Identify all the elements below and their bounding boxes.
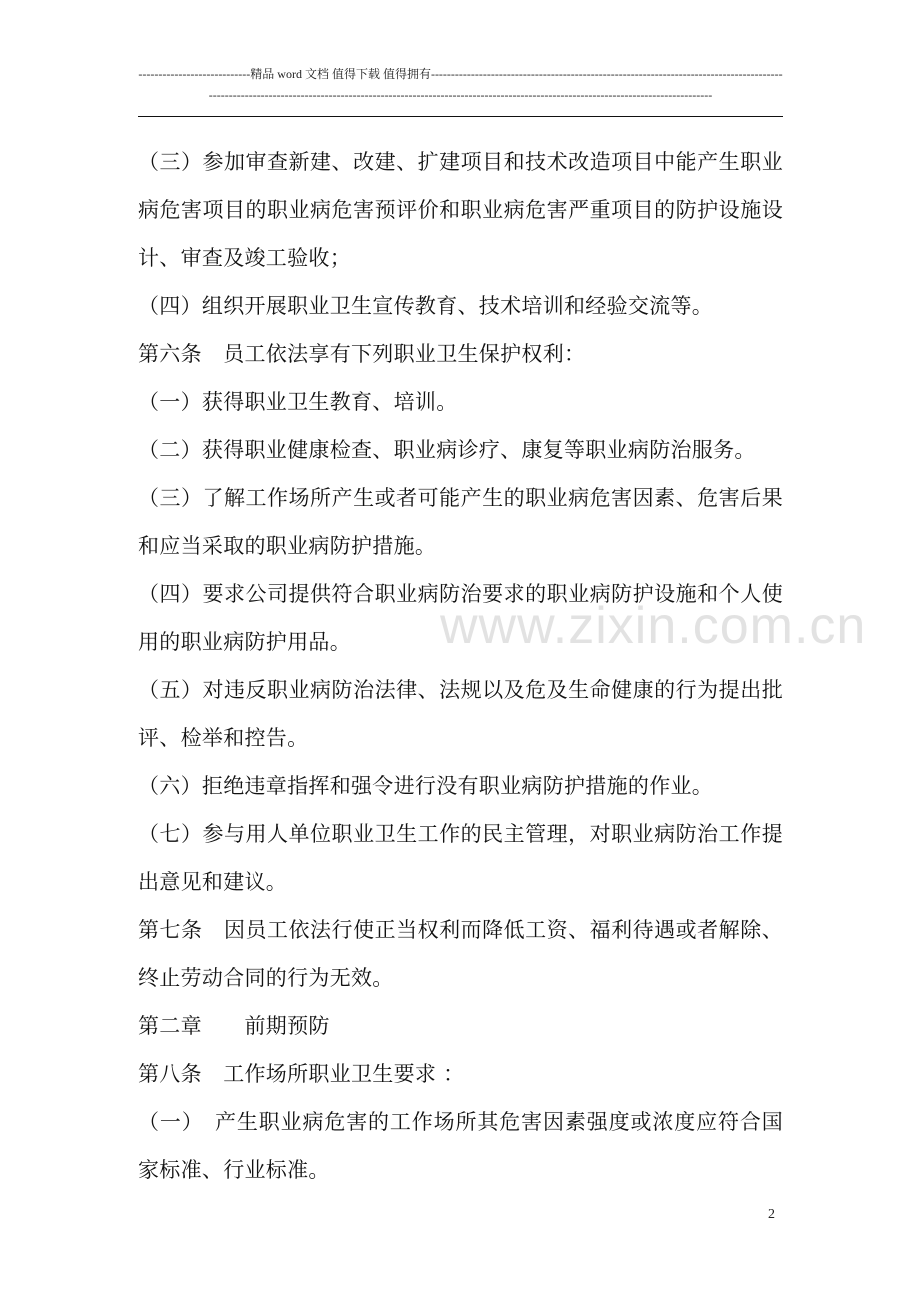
paragraph: （一）获得职业卫生教育、培训。: [138, 390, 458, 414]
page-header: ----------------------------精品 word 文档 值得下载 值得拥有----------------------------------------------------------------------------------------------------------------------------------------------------------------------------------------------------------------------: [138, 67, 783, 102]
chapter-heading: 第二章 前期预防: [138, 1014, 330, 1038]
paragraph: （四）要求公司提供符合职业病防治要求的职业病防护设施和个人使用的职业病防护用品。: [138, 582, 783, 654]
page-number: 2: [768, 1207, 775, 1222]
paragraph: （五）对违反职业病防治法律、法规以及危及生命健康的行为提出批评、检举和控告。: [138, 678, 783, 750]
article-heading: 第七条 因员工依法行使正当权利而降低工资、福利待遇或者解除、终止劳动合同的行为无效。: [138, 918, 783, 990]
article-heading: 第六条 员工依法享有下列职业卫生保护权利：: [138, 342, 586, 366]
watermark: www.zixin.com.cn: [440, 597, 867, 655]
paragraph: （二）获得职业健康检查、职业病诊疗、康复等职业病防治服务。: [138, 438, 756, 462]
document-body: [138, 138, 783, 1194]
article-heading: 第八条 工作场所职业卫生要求 ：: [138, 1062, 465, 1086]
paragraph: （一） 产生职业病危害的工作场所其危害因素强度或浓度应符合国家标准、行业标准。: [138, 1110, 783, 1182]
paragraph: （三）了解工作场所产生或者可能产生的职业病危害因素、危害后果和应当采取的职业病防护措施。: [138, 486, 783, 558]
paragraph: （三）参加审查新建、改建、扩建项目和技术改造项目中能产生职业病危害项目的职业病危害预评价和职业病危害严重项目的防护设施设计、审查及竣工验收；: [138, 150, 783, 270]
paragraph: （七）参与用人单位职业卫生工作的民主管理，对职业病防治工作提出意见和建议。: [138, 822, 783, 894]
paragraph: （四）组织开展职业卫生宣传教育、技术培训和经验交流等。: [138, 294, 714, 318]
paragraph: （六）拒绝违章指挥和强令进行没有职业病防护措施的作业。: [138, 774, 714, 798]
header-divider: [138, 116, 783, 117]
